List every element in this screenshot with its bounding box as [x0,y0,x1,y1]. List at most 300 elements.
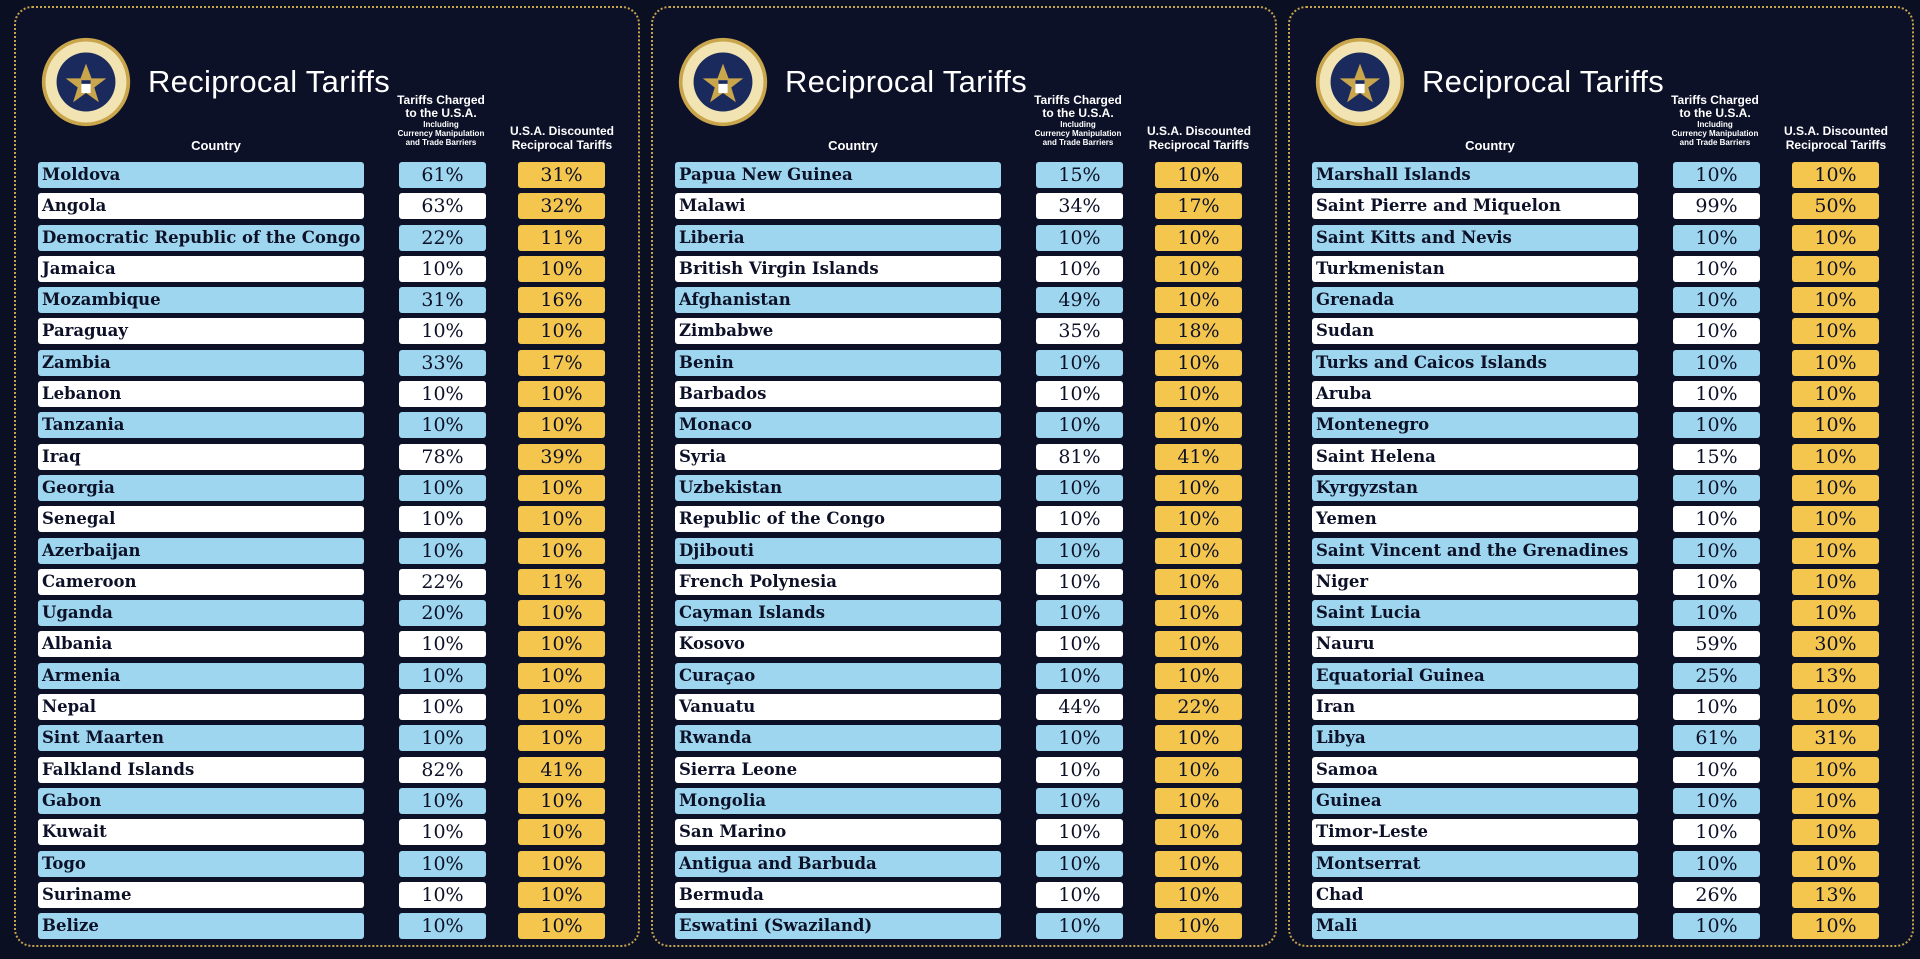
discounted-tariff-value: 11% [518,569,605,595]
tariff-charged-value: 10% [1673,694,1760,720]
table-row [38,410,623,441]
country-name: Jamaica [38,256,364,282]
country-name: Malawi [675,193,1001,219]
discounted-tariff-value: 10% [1792,538,1879,564]
table-row [675,160,1260,191]
discounted-tariff-value: 18% [1155,318,1242,344]
discounted-tariff-value: 32% [518,193,605,219]
country-name: Sudan [1312,318,1638,344]
table-row [38,692,623,723]
discounted-tariff-value: 10% [1792,350,1879,376]
discounted-tariff-value: 10% [1155,381,1242,407]
tariff-rows [1312,160,1897,942]
country-name: French Polynesia [675,569,1001,595]
country-name: Sint Maarten [38,725,364,751]
country-name: Republic of the Congo [675,506,1001,532]
tariff-charged-value: 10% [1673,162,1760,188]
country-name: San Marino [675,819,1001,845]
country-name: Kyrgyzstan [1312,475,1638,501]
column-header-country: Country [828,138,878,153]
charged-line-2: to the U.S.A. [405,106,477,120]
discounted-tariff-value: 10% [1792,287,1879,313]
country-name: Zambia [38,350,364,376]
table-row [675,285,1260,316]
discounted-tariff-value: 10% [1792,225,1879,251]
tariff-charged-value: 20% [399,600,486,626]
table-row [1312,849,1897,880]
tariff-charged-value: 10% [1036,506,1123,532]
disc-line-2: Reciprocal Tariffs [511,138,613,152]
table-row [38,379,623,410]
table-row [38,661,623,692]
charged-sub-3: and Trade Barriers [1679,138,1751,147]
table-row [675,692,1260,723]
discounted-tariff-value: 10% [518,788,605,814]
tariff-charged-value: 15% [1036,162,1123,188]
discounted-tariff-value: 10% [1155,569,1242,595]
discounted-tariff-value: 10% [518,538,605,564]
table-row [38,755,623,786]
country-name: Mali [1312,913,1638,939]
tariff-charged-value: 10% [1673,318,1760,344]
charged-line-1: Tariffs Charged [397,93,485,107]
table-row [675,348,1260,379]
table-row [1312,473,1897,504]
tariff-charged-value: 10% [1673,851,1760,877]
table-row [675,379,1260,410]
tariff-charged-value: 10% [1673,569,1760,595]
discounted-tariff-value: 17% [1155,193,1242,219]
country-name: Curaçao [675,663,1001,689]
table-row [38,191,623,222]
table-row [1312,254,1897,285]
discounted-tariff-value: 13% [1792,882,1879,908]
tariff-panel-3 [1288,6,1914,947]
table-row [675,410,1260,441]
discounted-tariff-value: 10% [1792,757,1879,783]
country-name: Saint Lucia [1312,600,1638,626]
table-row [1312,379,1897,410]
discounted-tariff-value: 10% [518,475,605,501]
table-row [1312,536,1897,567]
tariff-charged-value: 78% [399,444,486,470]
table-row [675,254,1260,285]
table-row [1312,567,1897,598]
tariff-charged-value: 10% [1036,350,1123,376]
tariff-charged-value: 10% [399,725,486,751]
column-header-discounted [502,124,622,152]
column-header-charged [1660,94,1770,147]
country-name: Angola [38,193,364,219]
column-header-charged [1023,94,1133,147]
discounted-tariff-value: 10% [1792,412,1879,438]
discounted-tariff-value: 11% [518,225,605,251]
discounted-tariff-value: 10% [1155,913,1242,939]
country-name: Georgia [38,475,364,501]
tariff-charged-value: 10% [1036,475,1123,501]
table-row [675,880,1260,911]
discounted-tariff-value: 10% [1792,381,1879,407]
country-name: Saint Kitts and Nevis [1312,225,1638,251]
disc-line-2: Reciprocal Tariffs [1785,138,1887,152]
table-row [675,223,1260,254]
country-name: Tanzania [38,412,364,438]
country-name: Papua New Guinea [675,162,1001,188]
country-name: Cayman Islands [675,600,1001,626]
table-row [675,786,1260,817]
country-name: British Virgin Islands [675,256,1001,282]
table-row [675,755,1260,786]
country-name: Afghanistan [675,287,1001,313]
presidential-seal-icon [40,36,132,128]
tariff-charged-value: 10% [1036,412,1123,438]
discounted-tariff-value: 10% [518,318,605,344]
country-name: Saint Pierre and Miquelon [1312,193,1638,219]
tariff-charged-value: 61% [399,162,486,188]
tariff-charged-value: 10% [1036,663,1123,689]
table-row [1312,661,1897,692]
country-name: Syria [675,444,1001,470]
tariff-charged-value: 10% [399,506,486,532]
table-row [38,223,623,254]
country-name: Grenada [1312,287,1638,313]
tariff-charged-value: 10% [1036,788,1123,814]
table-row [38,629,623,660]
country-name: Kosovo [675,631,1001,657]
country-name: Lebanon [38,381,364,407]
tariff-charged-value: 10% [1036,913,1123,939]
disc-line-1: U.S.A. Discounted [1146,124,1251,138]
country-name: Sierra Leone [675,757,1001,783]
country-name: Paraguay [38,318,364,344]
tariff-charged-value: 61% [1673,725,1760,751]
table-row [38,817,623,848]
disc-line-1: U.S.A. Discounted [1783,124,1888,138]
country-name: Gabon [38,788,364,814]
discounted-tariff-value: 10% [1155,225,1242,251]
tariff-charged-value: 10% [1036,631,1123,657]
table-row [675,536,1260,567]
tariff-charged-value: 10% [1673,381,1760,407]
page-title: Reciprocal Tariffs [148,64,391,99]
discounted-tariff-value: 10% [1155,538,1242,564]
discounted-tariff-value: 31% [1792,725,1879,751]
table-row [1312,191,1897,222]
discounted-tariff-value: 10% [1792,444,1879,470]
charged-sub-1: Including [423,120,459,129]
country-name: Mongolia [675,788,1001,814]
tariff-charged-value: 10% [399,318,486,344]
discounted-tariff-value: 10% [1792,600,1879,626]
tariff-charged-value: 59% [1673,631,1760,657]
tariff-charged-value: 10% [1673,256,1760,282]
column-header-country: Country [191,138,241,153]
table-row [675,849,1260,880]
tariff-panel-1 [14,6,640,947]
country-name: Aruba [1312,381,1638,407]
charged-sub-2: Currency Manipulation [1034,129,1122,138]
tariff-charged-value: 10% [1036,256,1123,282]
discounted-tariff-value: 17% [518,350,605,376]
tariff-charged-value: 10% [1036,569,1123,595]
discounted-tariff-value: 10% [518,819,605,845]
discounted-tariff-value: 10% [518,725,605,751]
discounted-tariff-value: 41% [1155,444,1242,470]
tariff-charged-value: 34% [1036,193,1123,219]
discounted-tariff-value: 10% [1792,819,1879,845]
country-name: Iraq [38,444,364,470]
tariff-charged-value: 10% [399,475,486,501]
table-row [675,723,1260,754]
discounted-tariff-value: 10% [518,381,605,407]
country-name: Iran [1312,694,1638,720]
discounted-tariff-value: 10% [1792,475,1879,501]
table-row [1312,880,1897,911]
country-name: Mozambique [38,287,364,313]
table-row [1312,723,1897,754]
tariff-charged-value: 35% [1036,318,1123,344]
discounted-tariff-value: 10% [1792,256,1879,282]
table-row [675,567,1260,598]
table-row [1312,692,1897,723]
country-name: Samoa [1312,757,1638,783]
country-name: Togo [38,851,364,877]
discounted-tariff-value: 10% [1155,725,1242,751]
tariff-charged-value: 10% [1036,851,1123,877]
table-row [38,316,623,347]
discounted-tariff-value: 10% [1155,162,1242,188]
tariff-charged-value: 10% [1673,350,1760,376]
tariff-charged-value: 33% [399,350,486,376]
tariff-charged-value: 10% [399,631,486,657]
country-name: Liberia [675,225,1001,251]
tariff-charged-value: 10% [1673,600,1760,626]
country-name: Guinea [1312,788,1638,814]
tariff-charged-value: 49% [1036,287,1123,313]
tariff-charged-value: 26% [1673,882,1760,908]
country-name: Uganda [38,600,364,626]
tariff-charged-value: 10% [399,694,486,720]
discounted-tariff-value: 10% [1792,318,1879,344]
charged-line-2: to the U.S.A. [1679,106,1751,120]
country-name: Turks and Caicos Islands [1312,350,1638,376]
discounted-tariff-value: 10% [1155,882,1242,908]
table-row [1312,629,1897,660]
discounted-tariff-value: 10% [1792,162,1879,188]
discounted-tariff-value: 10% [1155,350,1242,376]
tariff-charged-value: 10% [399,256,486,282]
table-row [1312,598,1897,629]
charged-sub-1: Including [1060,120,1096,129]
charged-line-1: Tariffs Charged [1034,93,1122,107]
tariff-panel-2 [651,6,1277,947]
tariff-charged-value: 81% [1036,444,1123,470]
table-row [1312,223,1897,254]
country-name: Djibouti [675,538,1001,564]
tariff-charged-value: 10% [1673,475,1760,501]
disc-line-1: U.S.A. Discounted [509,124,614,138]
discounted-tariff-value: 10% [1792,913,1879,939]
tariff-charged-value: 99% [1673,193,1760,219]
discounted-tariff-value: 10% [1155,256,1242,282]
tariff-charged-value: 10% [1673,819,1760,845]
discounted-tariff-value: 10% [1792,569,1879,595]
table-row [1312,755,1897,786]
tariff-charged-value: 10% [1036,538,1123,564]
country-name: Montserrat [1312,851,1638,877]
table-row [675,473,1260,504]
country-name: Azerbaijan [38,538,364,564]
discounted-tariff-value: 10% [1792,506,1879,532]
discounted-tariff-value: 13% [1792,663,1879,689]
country-name: Rwanda [675,725,1001,751]
tariff-charged-value: 10% [1673,506,1760,532]
page-title: Reciprocal Tariffs [785,64,1028,99]
tariff-charged-value: 25% [1673,663,1760,689]
discounted-tariff-value: 50% [1792,193,1879,219]
country-name: Nauru [1312,631,1638,657]
table-row [38,567,623,598]
discounted-tariff-value: 10% [518,913,605,939]
discounted-tariff-value: 10% [1155,600,1242,626]
tariff-charged-value: 10% [1673,788,1760,814]
country-name: Chad [1312,882,1638,908]
tariff-rows [38,160,623,942]
discounted-tariff-value: 41% [518,757,605,783]
country-name: Nepal [38,694,364,720]
table-row [1312,442,1897,473]
tariff-charged-value: 63% [399,193,486,219]
table-row [38,160,623,191]
tariff-charged-value: 82% [399,757,486,783]
country-name: Uzbekistan [675,475,1001,501]
table-row [38,348,623,379]
discounted-tariff-value: 16% [518,287,605,313]
discounted-tariff-value: 22% [1155,694,1242,720]
discounted-tariff-value: 10% [1155,475,1242,501]
table-row [1312,786,1897,817]
tariff-charged-value: 10% [1036,381,1123,407]
tariff-charged-value: 10% [1673,225,1760,251]
discounted-tariff-value: 10% [518,631,605,657]
table-row [1312,160,1897,191]
discounted-tariff-value: 10% [518,851,605,877]
discounted-tariff-value: 10% [518,506,605,532]
table-row [675,442,1260,473]
table-row [38,254,623,285]
column-header-discounted [1776,124,1896,152]
tariff-charged-value: 10% [1673,757,1760,783]
charged-sub-1: Including [1697,120,1733,129]
country-name: Yemen [1312,506,1638,532]
discounted-tariff-value: 10% [518,600,605,626]
country-name: Barbados [675,381,1001,407]
tariff-charged-value: 22% [399,225,486,251]
tariff-charged-value: 10% [1036,600,1123,626]
column-header-charged [386,94,496,147]
country-name: Benin [675,350,1001,376]
table-row [675,316,1260,347]
table-row [38,285,623,316]
table-row [1312,911,1897,942]
charged-sub-2: Currency Manipulation [1671,129,1759,138]
country-name: Bermuda [675,882,1001,908]
table-row [675,629,1260,660]
discounted-tariff-value: 10% [1155,287,1242,313]
tariff-charged-value: 10% [399,819,486,845]
country-name: Turkmenistan [1312,256,1638,282]
tariff-charged-value: 10% [399,663,486,689]
country-name: Vanuatu [675,694,1001,720]
charged-sub-3: and Trade Barriers [1042,138,1114,147]
charged-sub-2: Currency Manipulation [397,129,485,138]
discounted-tariff-value: 10% [1792,788,1879,814]
country-name: Cameroon [38,569,364,595]
presidential-seal-icon [1314,36,1406,128]
country-name: Monaco [675,412,1001,438]
country-name: Eswatini (Swaziland) [675,913,1001,939]
discounted-tariff-value: 10% [518,663,605,689]
tariff-charged-value: 10% [1673,913,1760,939]
table-row [38,473,623,504]
country-name: Senegal [38,506,364,532]
tariff-rows [675,160,1260,942]
country-name: Belize [38,913,364,939]
country-name: Saint Vincent and the Grenadines [1312,538,1638,564]
discounted-tariff-value: 10% [1155,757,1242,783]
tariff-charged-value: 10% [1036,225,1123,251]
country-name: Antigua and Barbuda [675,851,1001,877]
country-name: Albania [38,631,364,657]
tariff-charged-value: 10% [399,412,486,438]
discounted-tariff-value: 10% [1155,663,1242,689]
table-row [1312,348,1897,379]
table-row [1312,316,1897,347]
charged-line-2: to the U.S.A. [1042,106,1114,120]
country-name: Niger [1312,569,1638,595]
page-title: Reciprocal Tariffs [1422,64,1665,99]
presidential-seal-icon [677,36,769,128]
discounted-tariff-value: 10% [1155,851,1242,877]
table-row [38,442,623,473]
table-row [675,661,1260,692]
tariff-charged-value: 10% [1036,819,1123,845]
discounted-tariff-value: 30% [1792,631,1879,657]
country-name: Equatorial Guinea [1312,663,1638,689]
discounted-tariff-value: 10% [518,412,605,438]
discounted-tariff-value: 10% [1155,819,1242,845]
column-header-discounted [1139,124,1259,152]
table-row [38,598,623,629]
discounted-tariff-value: 10% [1155,631,1242,657]
discounted-tariff-value: 10% [1792,851,1879,877]
tariff-charged-value: 10% [399,851,486,877]
tariff-charged-value: 31% [399,287,486,313]
table-row [675,911,1260,942]
tariff-charged-value: 10% [399,788,486,814]
country-name: Falkland Islands [38,757,364,783]
charged-line-1: Tariffs Charged [1671,93,1759,107]
country-name: Moldova [38,162,364,188]
country-name: Saint Helena [1312,444,1638,470]
table-row [38,880,623,911]
discounted-tariff-value: 39% [518,444,605,470]
table-row [38,786,623,817]
tariff-charged-value: 10% [399,913,486,939]
discounted-tariff-value: 10% [1155,412,1242,438]
table-row [38,911,623,942]
table-row [1312,817,1897,848]
